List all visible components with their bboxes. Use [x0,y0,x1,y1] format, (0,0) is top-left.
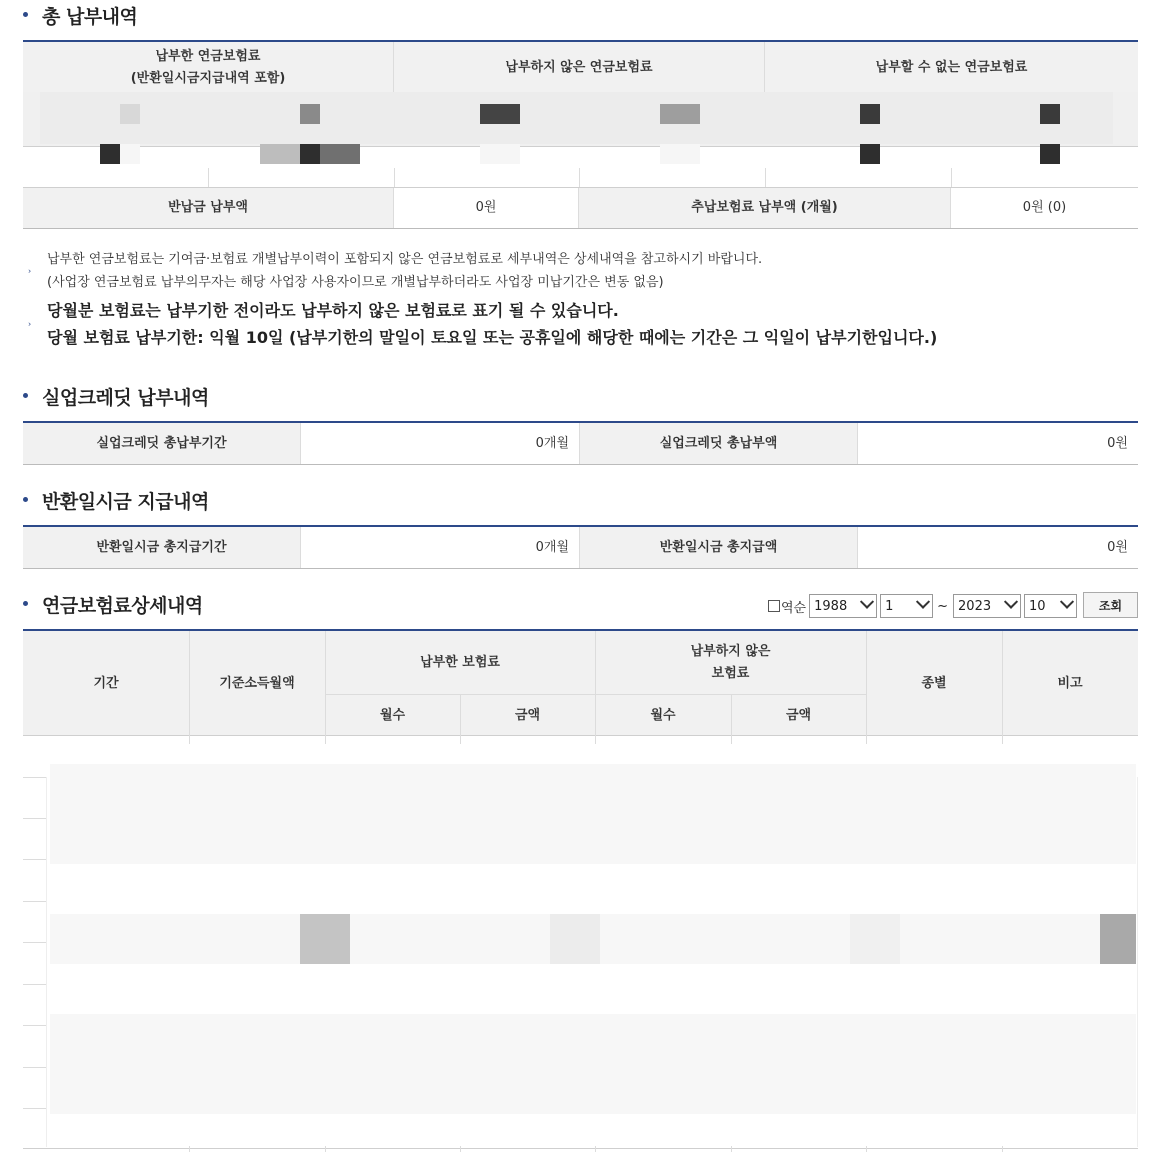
end-year-select[interactable] [953,594,1021,618]
row-divider [23,984,47,985]
note-line: (사업장 연금보험료 납부의무자는 해당 사업장 사용자이므로 개별납부하더라도 사업장 미납기간은 변동 없음) [47,275,664,290]
obscured-band [40,92,1113,144]
start-month-value: 1 [885,598,894,614]
refund-table [23,525,1138,569]
reverse-order-label: 역순 [781,600,807,616]
label-unemployment-period: 실업크레딧 총납부기간 [23,423,301,464]
note-block-1 [23,248,1138,294]
header-note: 비고 [1057,676,1083,691]
column-divider [595,736,596,744]
header-unpaid-line2: 보험료 [711,665,750,681]
column-divider [866,736,867,744]
detail-table-header [23,629,1138,736]
header-amount-paid: 금액 [514,707,541,723]
header-paid: 납부한 보험료 [420,654,500,670]
header-unpaid-premium: 납부하지 않은 연금보험료 [394,42,765,94]
cell-divider [951,168,952,187]
header-divider [595,631,596,737]
header-divider [1002,631,1003,737]
row-divider [23,1067,47,1068]
column-divider [866,1146,867,1152]
chevron-down-icon [916,595,930,609]
column-divider [189,1146,190,1152]
header-divider [325,631,326,737]
bullet-icon [23,497,28,502]
label-unemployment-amount: 실업크레딧 총납부액 [580,423,858,464]
mosaic-block [300,144,320,164]
note-line: 납부한 연금보험료는 기여금·보험료 개별납부이력이 포함되지 않은 연금보험료로 세부내역은 상세내역을 참고하시기 바랍니다. [47,252,763,267]
end-year-value: 2023 [958,598,992,614]
section-title-text: 실업크레딧 납부내역 [42,387,209,409]
search-button[interactable]: 조회 [1083,592,1138,618]
section-title-refund [23,487,209,514]
header-divider [460,694,461,737]
column-divider [595,1146,596,1152]
header-paid-line1: 납부한 연금보험료 [155,49,261,64]
reverse-order-checkbox[interactable] [768,600,780,612]
section-title-detail [23,591,203,618]
mosaic-block [480,104,520,124]
unemployment-table [23,421,1138,465]
section-title-text: 총 납부내역 [42,6,138,28]
value-refund-amount: 0원 [858,527,1138,568]
value-refund-period: 0개월 [301,527,580,568]
mosaic-block [100,144,120,164]
section-title-text: 연금보험료상세내역 [42,595,203,617]
mosaic-block [850,914,900,964]
note-line-bold: 당월 보험료 납부기한: 익월 10일 (납부기한의 말일이 토요일 또는 공휴일에 해당한 때에는 기간은 그 익일이 납부기한입니다.) [47,328,938,347]
label-refund-amount: 반환일시금 총지급액 [580,527,858,568]
mosaic-block [480,144,520,164]
start-year-select[interactable] [809,594,877,618]
total-payment-table [23,40,1138,94]
value-refund-payment: 0원 [394,188,579,228]
header-months-paid: 월수 [379,707,406,723]
mosaic-block [660,144,700,164]
column-divider [731,1146,732,1152]
note-line-bold: 당월분 보험료는 납부기한 전이라도 납부하지 않은 보험료로 표기 될 수 있습니다. [47,301,619,320]
cell-divider [765,168,766,187]
start-year-value: 1988 [814,598,848,614]
header-amount-unpaid: 금액 [785,707,812,723]
label-refund-payment: 반납금 납부액 [23,188,394,228]
mosaic-block [660,104,700,124]
header-period: 기간 [93,676,119,691]
header-unpaid [595,631,866,694]
mosaic-block [260,144,300,164]
value-unemployment-amount: 0원 [858,423,1138,464]
header-unpayable-premium: 납부할 수 없는 연금보험료 [765,42,1138,94]
row-divider [23,901,47,902]
header-months-unpaid: 월수 [650,707,676,723]
column-divider [731,736,732,744]
mosaic-block [860,144,880,164]
column-divider [1002,1146,1003,1152]
refund-payment-row [23,188,1138,229]
row-divider [23,777,47,778]
mosaic-block [860,104,880,124]
chevron-down-icon [1004,595,1018,609]
section-title-unemployment [23,383,209,410]
mosaic-block [300,104,320,124]
header-type: 종별 [921,676,947,691]
end-month-value: 10 [1029,598,1046,614]
cell-divider [394,168,395,187]
bullet-icon [23,601,28,606]
section-title-text: 반환일시금 지급내역 [42,491,209,513]
mosaic-block [1040,144,1060,164]
end-month-select[interactable] [1024,594,1077,618]
bullet-icon [23,12,28,17]
header-divider [189,631,190,737]
header-paid-premium [23,42,394,94]
mosaic-block [550,914,600,964]
note-block-2 [23,297,1138,351]
start-month-select[interactable] [880,594,933,618]
label-late-payment: 추납보험료 납부액 (개월) [579,188,951,228]
mosaic-block [320,144,360,164]
arrow-right-icon: › [28,266,32,276]
column-divider [1002,736,1003,744]
chevron-down-icon [1060,595,1074,609]
range-separator: ~ [937,598,949,614]
row-divider [23,146,1138,147]
mosaic-block [300,914,350,964]
cell-divider [208,168,209,187]
obscured-rows [50,764,1136,864]
column-divider [46,777,47,1147]
bullet-icon [23,393,28,398]
column-divider [325,1146,326,1152]
value-unemployment-period: 0개월 [301,423,580,464]
detail-filter-controls [768,593,1077,619]
row-divider [23,942,47,943]
header-divider [325,694,866,695]
table-bottom-border [23,1148,1138,1149]
notes [23,248,1138,351]
column-divider [1137,777,1138,1147]
header-income: 기준소득월액 [219,676,295,691]
mosaic-block [1040,104,1060,124]
row-divider [23,1025,47,1026]
label-refund-period: 반환일시금 총지급기간 [23,527,301,568]
header-paid-line2: (반환일시금지급내역 포함) [130,71,286,86]
mosaic-block [120,104,140,124]
header-divider [731,694,732,737]
value-late-payment: 0원 (0) [951,188,1138,228]
mosaic-block [120,144,140,164]
header-divider [866,631,867,737]
column-divider [460,736,461,744]
column-divider [189,736,190,744]
column-divider [460,1146,461,1152]
chevron-down-icon [860,595,874,609]
mosaic-block [1100,914,1136,964]
row-divider [23,1108,47,1109]
section-title-total [23,2,137,29]
obscured-rows [50,1014,1136,1114]
cell-divider [579,168,580,187]
row-divider [23,859,47,860]
row-divider [23,818,47,819]
header-unpaid-line1: 납부하지 않은 [690,643,771,659]
column-divider [325,736,326,744]
arrow-right-icon: › [28,319,32,329]
